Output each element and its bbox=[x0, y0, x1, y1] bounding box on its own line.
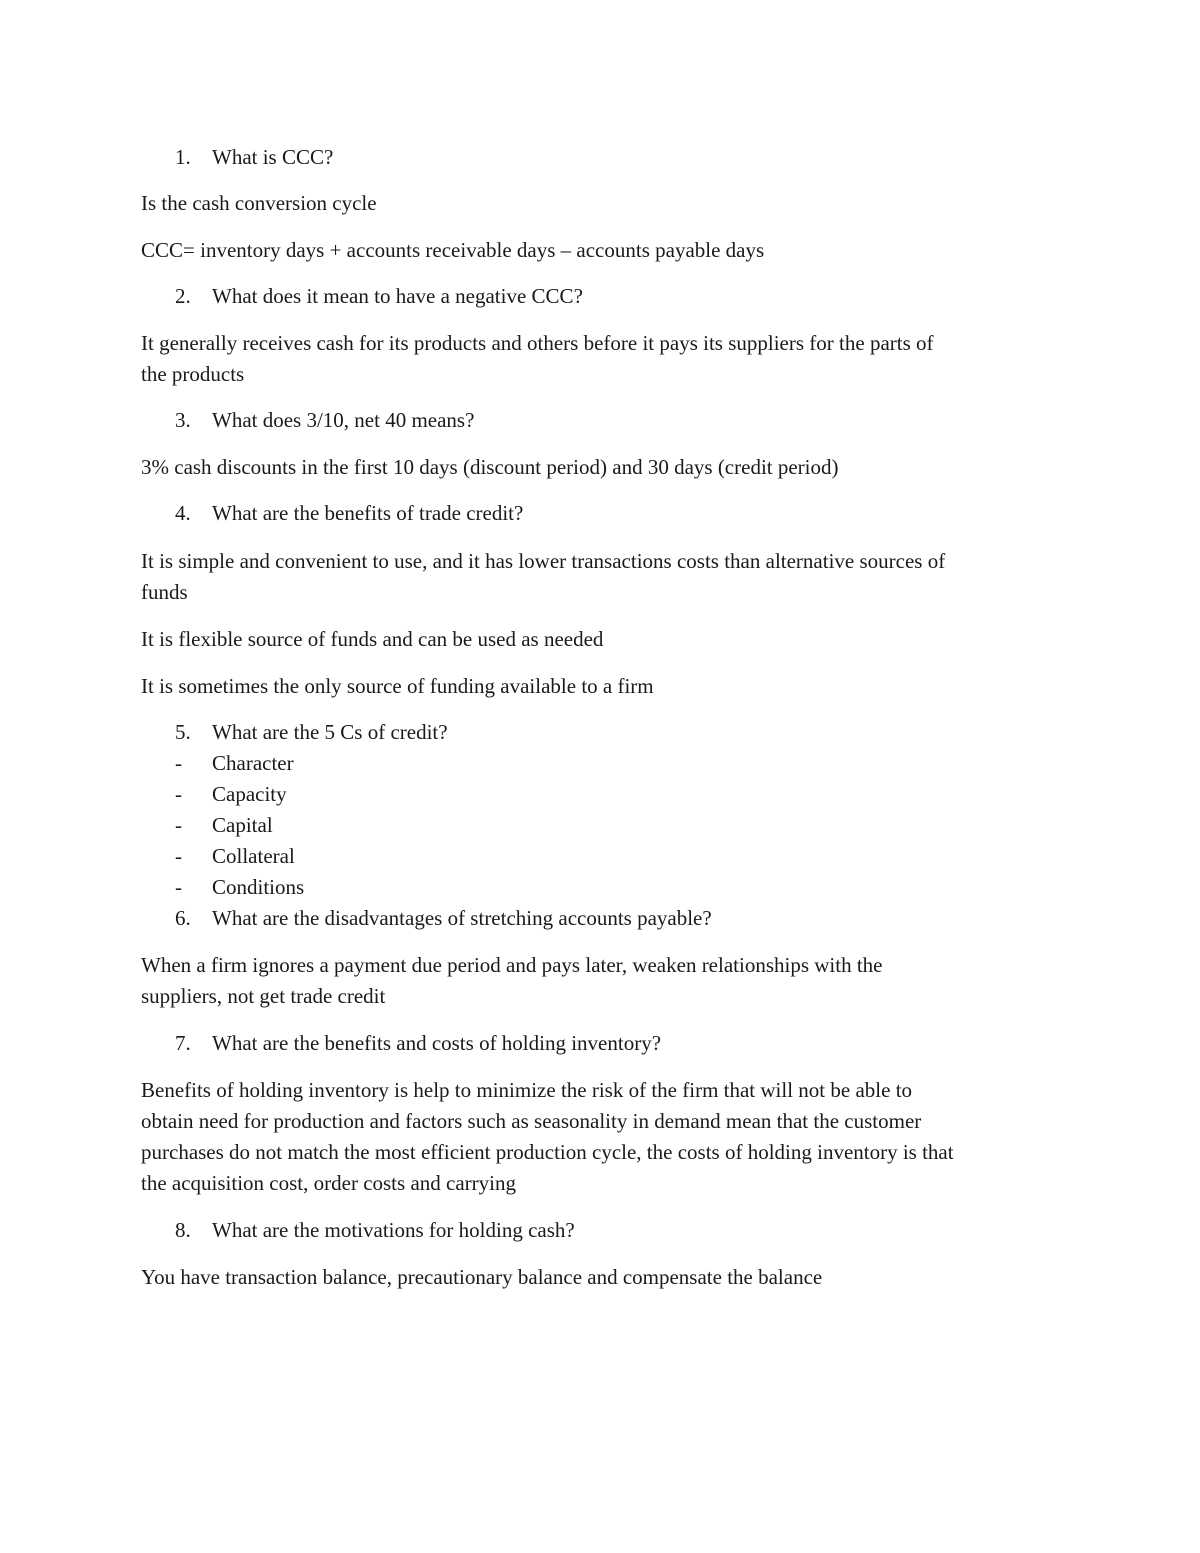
question-text: What is CCC? bbox=[212, 145, 334, 169]
answer-line: funds bbox=[141, 580, 188, 604]
question-text: What are the benefits and costs of holding inventory? bbox=[212, 1031, 662, 1055]
answer-line: CCC= inventory days + accounts receivable days – accounts payable days bbox=[141, 238, 765, 262]
question-number: 8. bbox=[175, 1218, 191, 1242]
list-item: Conditions bbox=[212, 875, 305, 899]
list-bullet: - bbox=[175, 875, 182, 899]
list-item: Capacity bbox=[212, 782, 287, 806]
question-number: 5. bbox=[175, 720, 191, 744]
answer-line: It generally receives cash for its products and others before it pays its suppliers for the parts of bbox=[141, 331, 934, 355]
question-number: 6. bbox=[175, 906, 191, 930]
question-number: 7. bbox=[175, 1031, 191, 1055]
answer-line: obtain need for production and factors such as seasonality in demand mean that the customer bbox=[141, 1109, 922, 1133]
answer-line: When a firm ignores a payment due period and pays later, weaken relationships with the bbox=[141, 953, 883, 977]
list-item: Character bbox=[212, 751, 294, 775]
answer-line: 3% cash discounts in the first 10 days (discount period) and 30 days (credit period) bbox=[141, 455, 839, 479]
answer-line: Is the cash conversion cycle bbox=[141, 191, 377, 215]
question-text: What are the benefits of trade credit? bbox=[212, 501, 524, 525]
list-bullet: - bbox=[175, 813, 182, 837]
question-number: 3. bbox=[175, 408, 191, 432]
question-number: 4. bbox=[175, 501, 191, 525]
question-number: 2. bbox=[175, 284, 191, 308]
answer-line: suppliers, not get trade credit bbox=[141, 984, 386, 1008]
list-bullet: - bbox=[175, 751, 182, 775]
answer-line: It is simple and convenient to use, and it has lower transactions costs than alternative sources of bbox=[141, 549, 946, 573]
list-item: Collateral bbox=[212, 844, 295, 868]
question-text: What does 3/10, net 40 means? bbox=[212, 408, 475, 432]
question-number: 1. bbox=[175, 145, 191, 169]
question-text: What are the disadvantages of stretching accounts payable? bbox=[212, 906, 712, 930]
list-bullet: - bbox=[175, 782, 182, 806]
answer-line: You have transaction balance, precautionary balance and compensate the balance bbox=[141, 1265, 823, 1289]
question-text: What are the 5 Cs of credit? bbox=[212, 720, 448, 744]
list-item: Capital bbox=[212, 813, 273, 837]
answer-line: the products bbox=[141, 362, 245, 386]
question-text: What are the motivations for holding cash? bbox=[212, 1218, 575, 1242]
answer-line: It is flexible source of funds and can be used as needed bbox=[141, 627, 604, 651]
answer-line: It is sometimes the only source of funding available to a firm bbox=[141, 674, 654, 698]
answer-line: purchases do not match the most efficient production cycle, the costs of holding inventory is that bbox=[141, 1140, 954, 1164]
list-bullet: - bbox=[175, 844, 182, 868]
answer-line: the acquisition cost, order costs and carrying bbox=[141, 1171, 516, 1195]
answer-line: Benefits of holding inventory is help to minimize the risk of the firm that will not be able to bbox=[141, 1078, 913, 1102]
question-text: What does it mean to have a negative CCC? bbox=[212, 284, 583, 308]
